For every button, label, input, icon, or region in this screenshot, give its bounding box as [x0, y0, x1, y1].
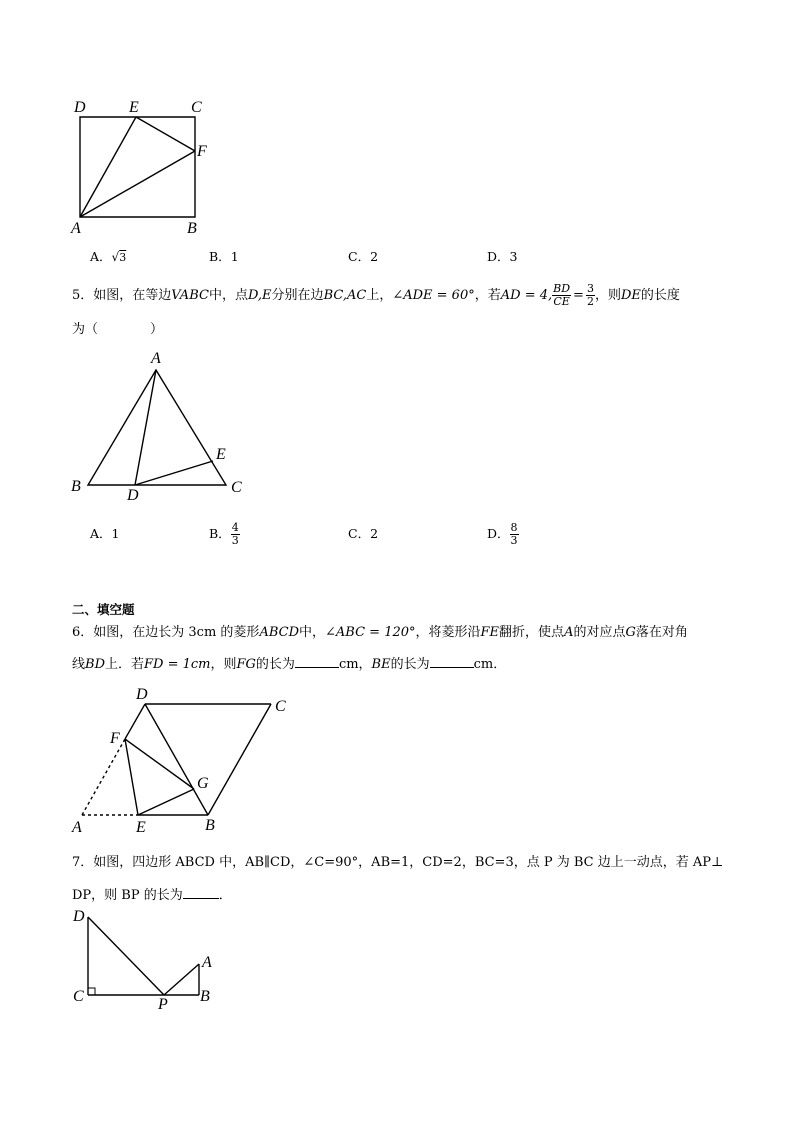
q5-label-a: A: [151, 350, 161, 367]
q4-option-b[interactable]: B．1: [209, 249, 239, 264]
q6-side-cb: [208, 704, 271, 815]
q6-answer-blank-fg[interactable]: [295, 657, 339, 668]
q6-label-b: B: [205, 817, 215, 834]
q5-triangle-abc: [88, 370, 226, 485]
q4-option-a-radicand: 3: [119, 251, 127, 264]
section-heading-fill-in: 二、填空题: [72, 602, 135, 617]
q6-line-fg: [125, 739, 194, 789]
q6-line-eg: [138, 789, 194, 815]
q7-line-dp: [88, 917, 164, 995]
q7-stem-line1: 7．如图，四边形 ABCD 中，AB∥CD，∠C=90°，AB=1，CD=2，BC=3，点 P 为 BC 边上一动点，若 AP⊥: [72, 855, 724, 870]
q4-label-b: B: [187, 220, 197, 237]
q4-line-af: [80, 151, 195, 217]
q7-label-c: C: [73, 988, 84, 1005]
q5-fraction-3-2: $\frac{3}{2}$: [586, 281, 594, 308]
q5-stem-line1: 5． 如图，在等边 VABC 中，点 D,E 分别在边 BC,AC 上， ∠ADE = 60° ，若 AD = 4, $\frac{BD}{CE}$ = $\frac{3}{2}$ ，则 DE 的长度: [72, 281, 680, 308]
q7-label-a: A: [202, 954, 212, 971]
q6-label-d: D: [136, 686, 148, 703]
q6-label-a: A: [72, 819, 82, 836]
q5-label-b: B: [71, 478, 81, 495]
q7-answer-blank-bp[interactable]: [183, 888, 219, 899]
q7-right-angle-mark: [88, 988, 95, 995]
q6-stem-line1: 6．如图，在边长为 3cm 的菱形ABCD中，∠ABC = 120°，将菱形沿FE翻折，使点A的对应点G落在对角: [72, 625, 688, 640]
q7-stem-line2: DP，则 BP 的长为 ．: [72, 888, 232, 903]
q4-line-ae: [80, 117, 136, 217]
q6-dashed-af: [82, 739, 125, 815]
q5-label-d: D: [127, 487, 139, 504]
q6-side-df: [125, 704, 145, 739]
q6-label-g: G: [197, 775, 209, 792]
q6-label-f: F: [110, 730, 120, 747]
q5-option-d[interactable]: D． $\frac{8}{3}$: [487, 520, 518, 547]
q4-option-a[interactable]: A．√3: [90, 249, 127, 264]
q6-figure: [70, 690, 300, 825]
q5-stem-line2: 为（ ）: [72, 322, 164, 337]
q4-option-c[interactable]: C．2: [348, 249, 379, 264]
q4-line-ef: [136, 117, 195, 151]
q5-figure: [80, 360, 240, 495]
q6-line-fe: [125, 739, 138, 815]
q7-figure: [80, 905, 220, 1010]
q7-label-d: D: [73, 908, 85, 925]
q7-line-ap: [164, 964, 199, 995]
q4-label-d: D: [74, 99, 86, 116]
q5-option-b[interactable]: B． $\frac{4}{3}$: [209, 520, 239, 547]
q5-option-a[interactable]: A．1: [90, 526, 120, 541]
q4-option-d[interactable]: D．3: [487, 249, 518, 264]
q5-option-c[interactable]: C．2: [348, 526, 379, 541]
q4-label-e: E: [129, 99, 139, 116]
q7-label-p: P: [158, 996, 168, 1013]
q6-answer-blank-be[interactable]: [430, 657, 474, 668]
q6-label-e: E: [136, 819, 146, 836]
q6-stem-line2: 线BD上．若FD = 1cm，则FG的长为 cm，BE的长为 cm．: [72, 657, 507, 672]
q5-label-c: C: [231, 479, 242, 496]
q4-label-c: C: [191, 99, 202, 116]
q4-label-a: A: [71, 220, 81, 237]
q7-label-b: B: [200, 988, 210, 1005]
q5-line-de: [135, 461, 213, 485]
q5-label-e: E: [216, 446, 226, 463]
q5-fraction-bd-ce: $\frac{BD}{CE}$: [553, 281, 571, 308]
q6-label-c: C: [275, 698, 286, 715]
q4-rectangle: [80, 117, 195, 217]
q4-label-f: F: [197, 143, 207, 160]
